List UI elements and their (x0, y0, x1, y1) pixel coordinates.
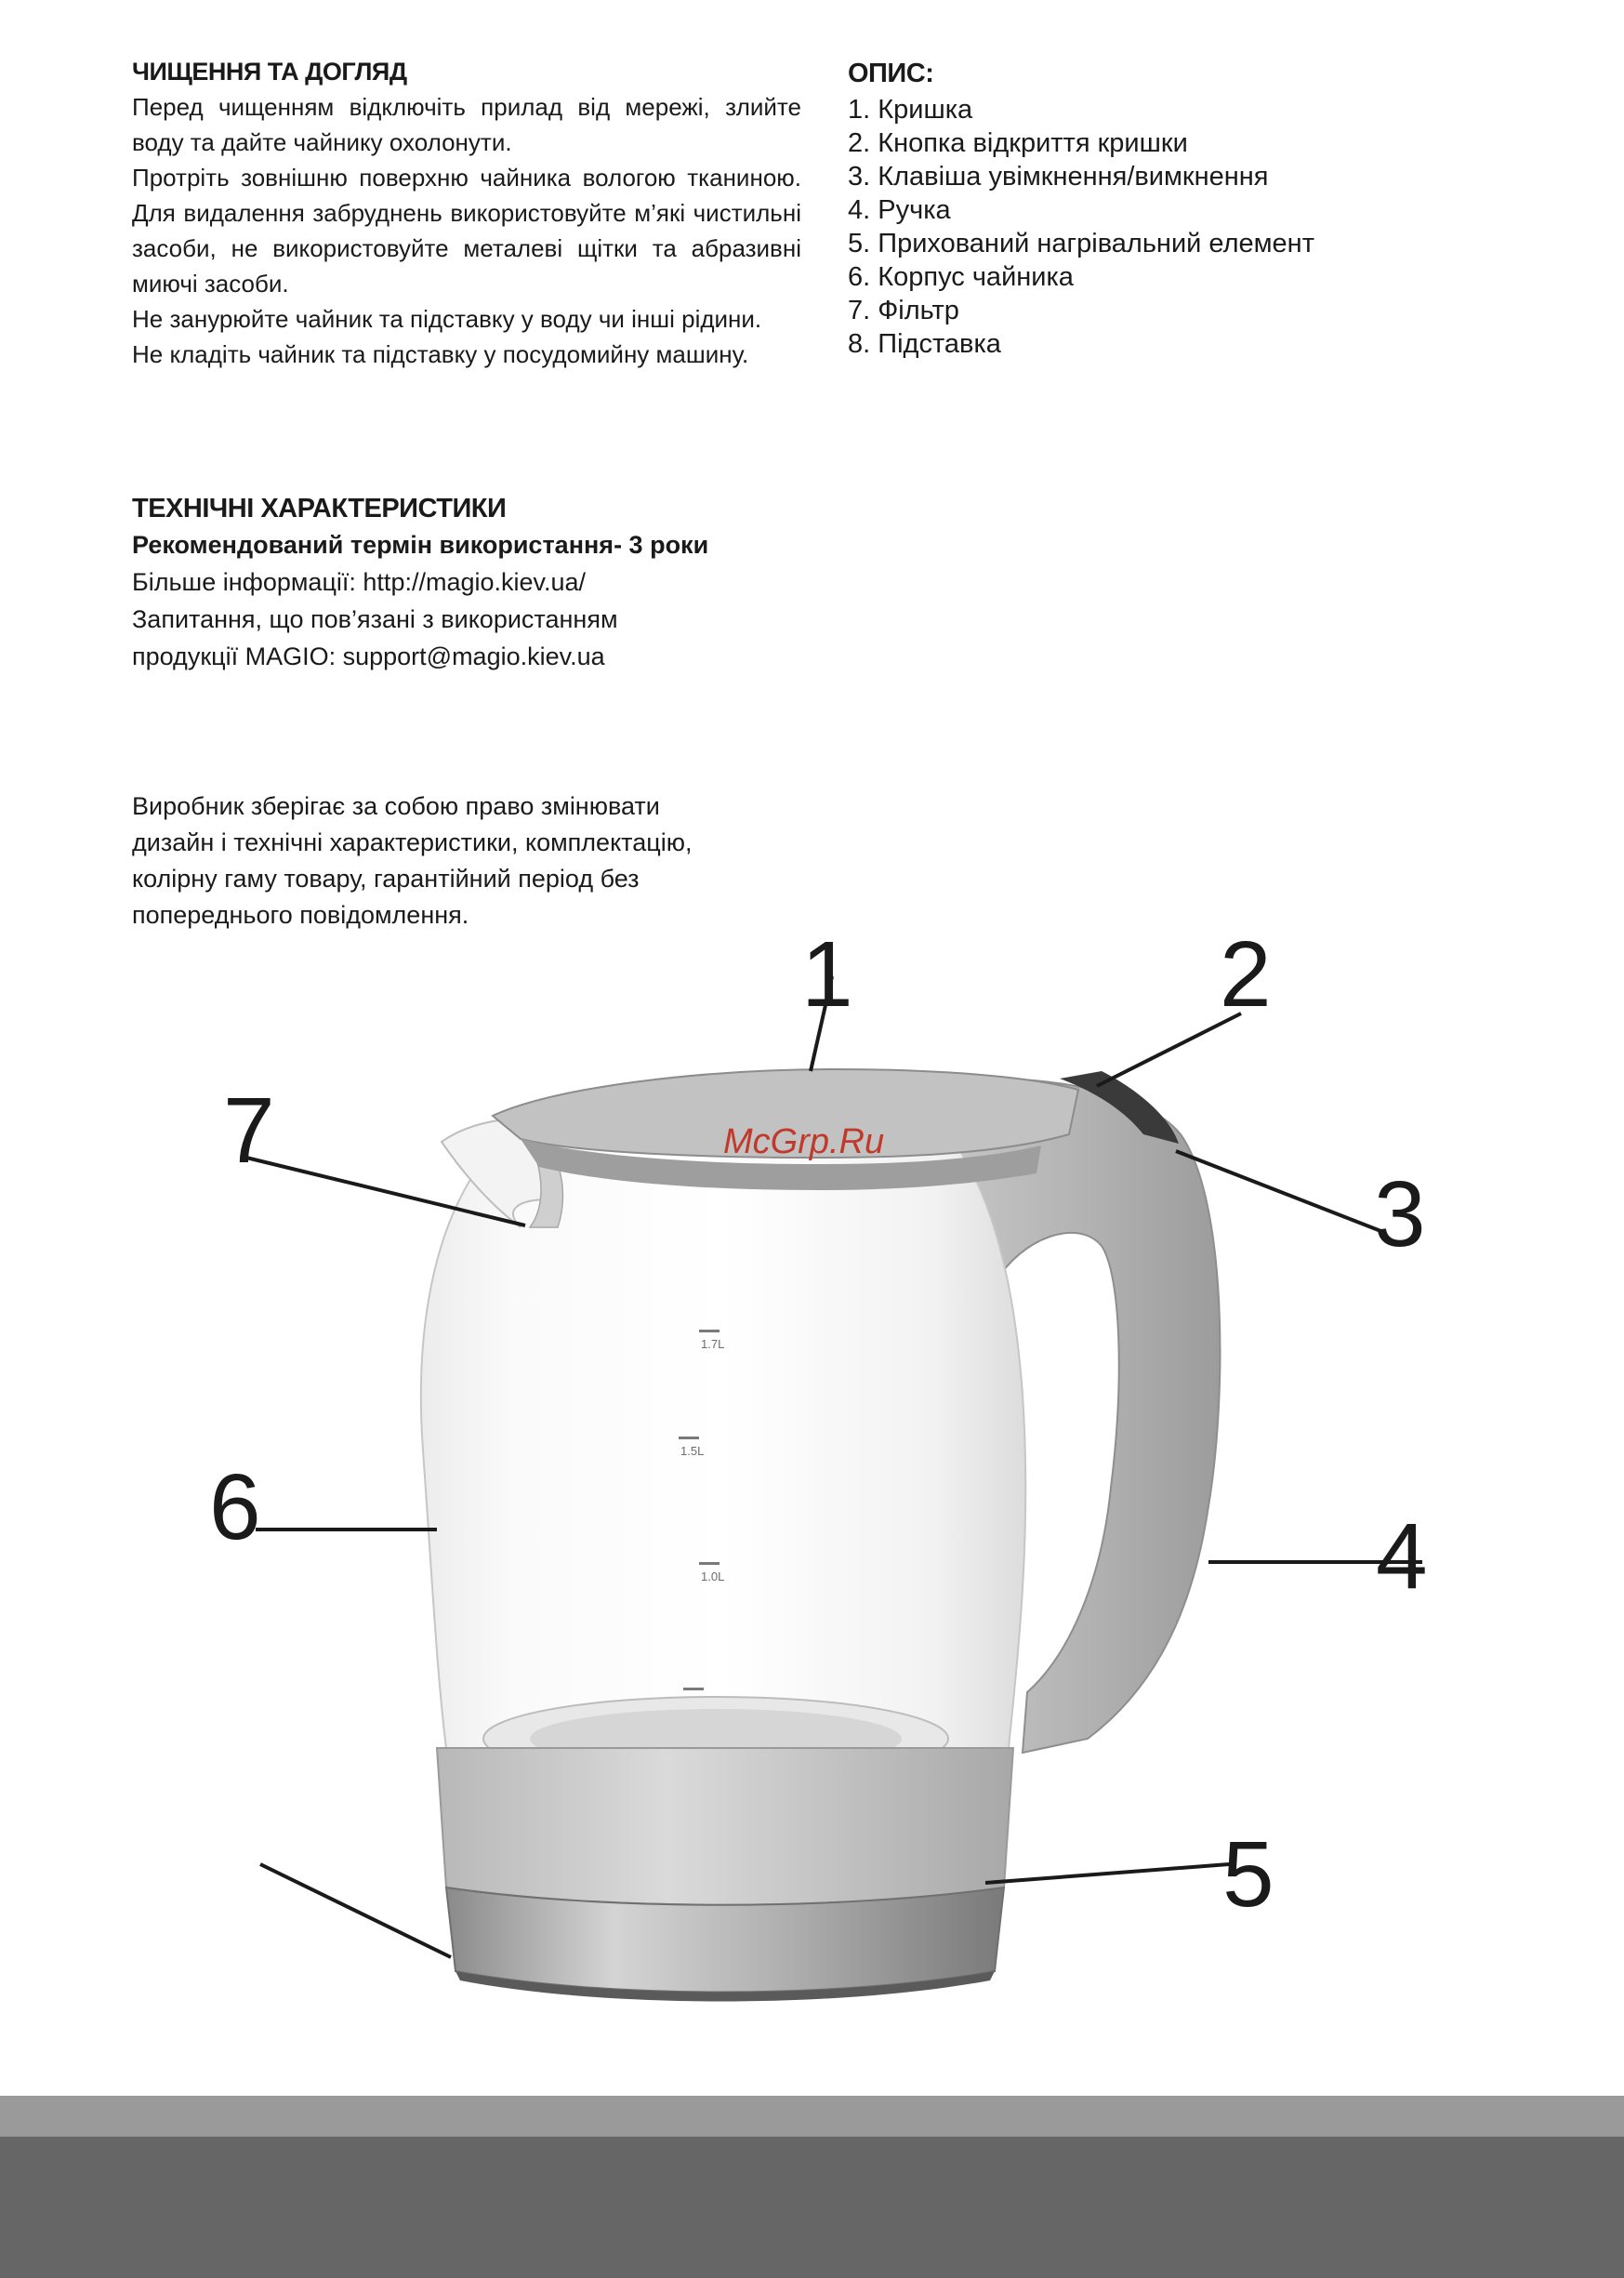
tech-specs-section (132, 491, 838, 675)
callout-4: 4 (1376, 1504, 1428, 1609)
cleaning-paragraph-4: Не кладіть чайник та підставку у посудомийну машину. (132, 340, 749, 368)
footer-band-light (0, 2096, 1624, 2137)
description-title: ОПИС: (848, 59, 934, 88)
description-item: 3. Клавіша увімкнення/вимкнення (848, 162, 1269, 192)
description-item: 6. Корпус чайника (848, 262, 1074, 292)
questions-line-2: продукції MAGIO: support@magio.kiev.ua (132, 642, 605, 670)
callout-2: 2 (1220, 922, 1272, 1026)
cleaning-paragraph-1: Перед чищенням відключіть прилад від мережі, злийте воду та дайте чайнику охолонути. (132, 93, 801, 156)
callout-6: 6 (209, 1455, 261, 1559)
tech-specs-title: ТЕХНІЧНІ ХАРАКТЕРИСТИКИ (132, 494, 507, 523)
disclaimer-line: дизайн і технічні характеристики, комплектацію, (132, 828, 693, 856)
callout-3: 3 (1374, 1162, 1426, 1266)
description-list (848, 93, 1424, 361)
description-item: 1. Кришка (848, 95, 973, 125)
callout-1: 1 (801, 922, 853, 1026)
more-info-link: Більше інформації: http://magio.kiev.ua/ (132, 568, 587, 596)
service-life: Рекомендований термін використання- 3 роки (132, 531, 709, 559)
heating-band (437, 1748, 1013, 1905)
description-item: 5. Прихований нагрівальний елемент (848, 229, 1314, 258)
description-item: 4. Ручка (848, 195, 951, 225)
disclaimer-line: Виробник зберігає за собою право змінювати (132, 792, 660, 820)
disclaimer-line: попереднього повідомлення. (132, 901, 469, 929)
description-item: 8. Підставка (848, 329, 1001, 359)
cleaning-title: ЧИЩЕННЯ ТА ДОГЛЯД (132, 58, 407, 86)
footer-band-dark (0, 2137, 1624, 2278)
questions-line-1: Запитання, що пов’язані з використанням (132, 605, 618, 633)
disclaimer-line: колірну гаму товару, гарантійний період без (132, 865, 640, 893)
cleaning-paragraph-2: Протріть зовнішню поверхню чайника вологою тканиною. Для видалення забруднень використовуйте м’які чистильні засоби, не використовуйте металеві щітки та абразивні миючі засоби. (132, 164, 801, 298)
kettle-body (421, 1134, 1025, 1748)
watermark: McGrp.Ru (723, 1122, 885, 1161)
level-mark: 1.7L (701, 1337, 725, 1351)
callout-5: 5 (1222, 1822, 1274, 1927)
kettle-diagram (0, 893, 1624, 2092)
description-item: 2. Кнопка відкриття кришки (848, 128, 1188, 158)
description-item: 7. Фільтр (848, 296, 959, 325)
level-mark: 1.0L (701, 1569, 725, 1583)
level-mark: 1.5L (680, 1444, 705, 1458)
callout-7: 7 (223, 1079, 275, 1183)
description-section (848, 56, 1424, 361)
cleaning-paragraph-3: Не занурюйте чайник та підставку у воду чи інші рідини. (132, 305, 762, 333)
cleaning-section (132, 54, 801, 372)
